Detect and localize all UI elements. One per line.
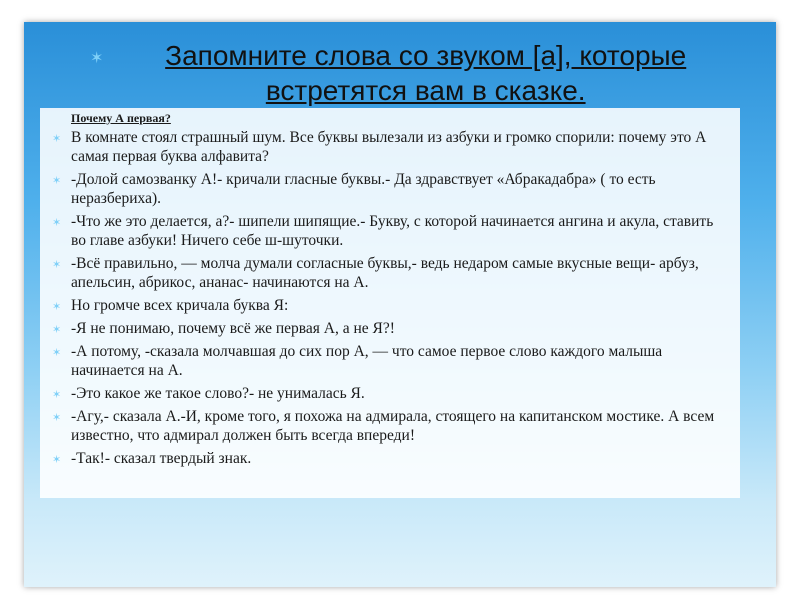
paragraph-text: -А потому, -сказала молчавшая до сих пор А, — что самое первое слово каждого малыша начинается на А. xyxy=(71,343,663,379)
title-row xyxy=(90,38,740,108)
slide-title: Запомните слова со звуком [а], которые встретятся вам в сказке. xyxy=(165,40,687,106)
paragraph-text: -Долой самозванку А!- кричали гласные буквы.- Да здравствует «Абракадабра» ( то есть неразбериха). xyxy=(71,171,656,207)
star-bullet-icon: ✶ xyxy=(52,411,62,424)
list-item xyxy=(50,254,720,292)
star-bullet-icon: ✶ xyxy=(52,132,62,145)
star-bullet-icon: ✶ xyxy=(52,258,62,271)
list-item xyxy=(50,212,720,250)
paragraph-text: Но громче всех кричала буква Я: xyxy=(71,297,289,314)
paragraph-text: -Я не понимаю, почему всё же первая А, а не Я?! xyxy=(71,320,395,337)
paragraph-text: -Всё правильно, — молча думали согласные буквы,- ведь недаром самые вкусные вещи- арбуз, апельсин, абрикос, ананас- начинаются на А. xyxy=(71,255,699,291)
story-subtitle: Почему А первая? xyxy=(71,111,171,125)
list-item xyxy=(50,170,720,208)
list-item xyxy=(50,319,720,338)
list-item xyxy=(50,384,720,403)
list-item xyxy=(50,407,720,445)
star-bullet-icon: ✶ xyxy=(52,453,62,466)
paragraph-text: В комнате стоял страшный шум. Все буквы вылезали из азбуки и громко спорили: почему это А самая первая буква алфавита? xyxy=(71,129,707,165)
paragraph-text: -Что же это делается, а?- шипели шипящие.- Букву, с которой начинается ангина и акула, ставить во главе азбуки! Ничего себе ш-шуточки. xyxy=(71,213,714,249)
star-bullet-icon: ✶ xyxy=(52,323,62,336)
list-item xyxy=(50,296,720,315)
list-item xyxy=(50,342,720,380)
star-bullet-icon: ✶ xyxy=(52,300,62,313)
list-item xyxy=(50,128,720,166)
star-bullet-icon: ✶ xyxy=(52,346,62,359)
star-bullet-icon: ✶ xyxy=(90,48,104,67)
story-paragraph-list xyxy=(50,128,720,472)
star-bullet-icon: ✶ xyxy=(52,388,62,401)
paragraph-text: -Это какое же такое слово?- не унималась Я. xyxy=(71,385,365,402)
list-item xyxy=(50,449,720,468)
paragraph-text: -Агу,- сказала А.-И, кроме того, я похожа на адмирала, стоящего на капитанском мостике. А всем известно, что адмирал должен быть всегда впереди! xyxy=(71,408,715,444)
star-bullet-icon: ✶ xyxy=(52,216,62,229)
star-bullet-icon: ✶ xyxy=(52,174,62,187)
paragraph-text: -Так!- сказал твердый знак. xyxy=(71,450,252,467)
